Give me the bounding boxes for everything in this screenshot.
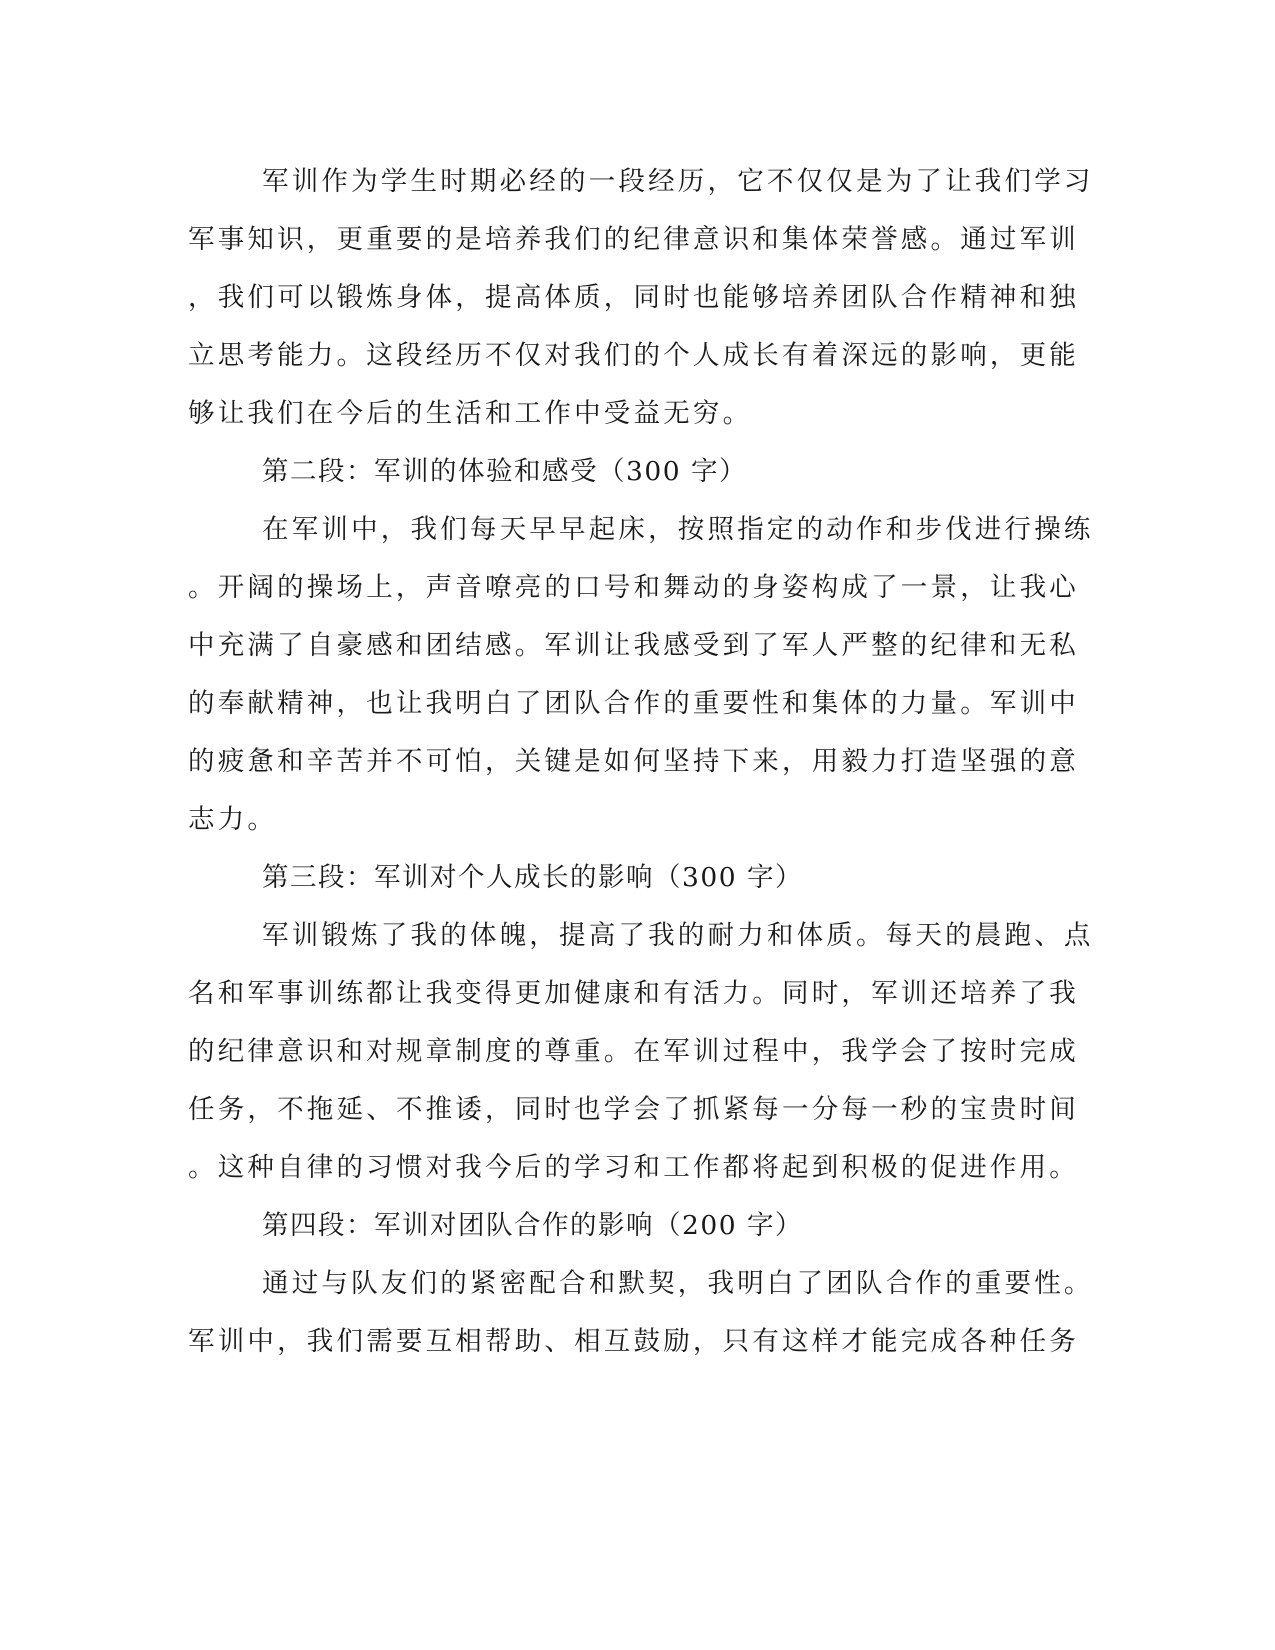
body-text-line: 够让我们在今后的生活和工作中受益无穷。 — [188, 398, 753, 429]
body-text-line: 。这种自律的习惯对我今后的学习和工作都将起到积极的促进作用。 — [188, 1152, 1079, 1183]
section-heading: 第三段：军训对个人成长的影响（300 字） — [262, 862, 804, 893]
body-text-line: 的奉献精神，也让我明白了团队合作的重要性和集体的力量。军训中 — [188, 688, 1079, 719]
body-text-line: 志力。 — [188, 804, 278, 835]
body-text-line: 在军训中，我们每天早早起床，按照指定的动作和步伐进行操练 — [262, 514, 1094, 545]
body-text-line: 。开阔的操场上，声音嘹亮的口号和舞动的身姿构成了一景，让我心 — [188, 572, 1079, 603]
body-text-line: 军事知识，更重要的是培养我们的纪律意识和集体荣誉感。通过军训 — [188, 224, 1079, 255]
body-text-line: 中充满了自豪感和团结感。军训让我感受到了军人严整的纪律和无私 — [188, 630, 1079, 661]
body-text-line: 的疲惫和辛苦并不可怕，关键是如何坚持下来，用毅力打造坚强的意 — [188, 746, 1079, 777]
body-text-line: 军训作为学生时期必经的一段经历，它不仅仅是为了让我们学习 — [262, 166, 1094, 197]
body-text-line: 立思考能力。这段经历不仅对我们的个人成长有着深远的影响，更能 — [188, 340, 1079, 371]
body-text-line: ，我们可以锻炼身体，提高体质，同时也能够培养团队合作精神和独 — [188, 282, 1079, 313]
body-text-line: 的纪律意识和对规章制度的尊重。在军训过程中，我学会了按时完成 — [188, 1036, 1079, 1067]
body-text-line: 军训锻炼了我的体魄，提高了我的耐力和体质。每天的晨跑、点 — [262, 920, 1094, 951]
body-text-line: 通过与队友们的紧密配合和默契，我明白了团队合作的重要性。 — [262, 1268, 1094, 1299]
body-text-line: 任务，不拖延、不推诿，同时也学会了抓紧每一分每一秒的宝贵时间 — [188, 1094, 1079, 1125]
body-text-line: 军训中，我们需要互相帮助、相互鼓励，只有这样才能完成各种任务 — [188, 1326, 1079, 1357]
section-heading: 第四段：军训对团队合作的影响（200 字） — [262, 1210, 804, 1241]
section-heading: 第二段：军训的体验和感受（300 字） — [262, 456, 748, 487]
body-text-line: 名和军事训练都让我变得更加健康和有活力。同时，军训还培养了我 — [188, 978, 1079, 1009]
